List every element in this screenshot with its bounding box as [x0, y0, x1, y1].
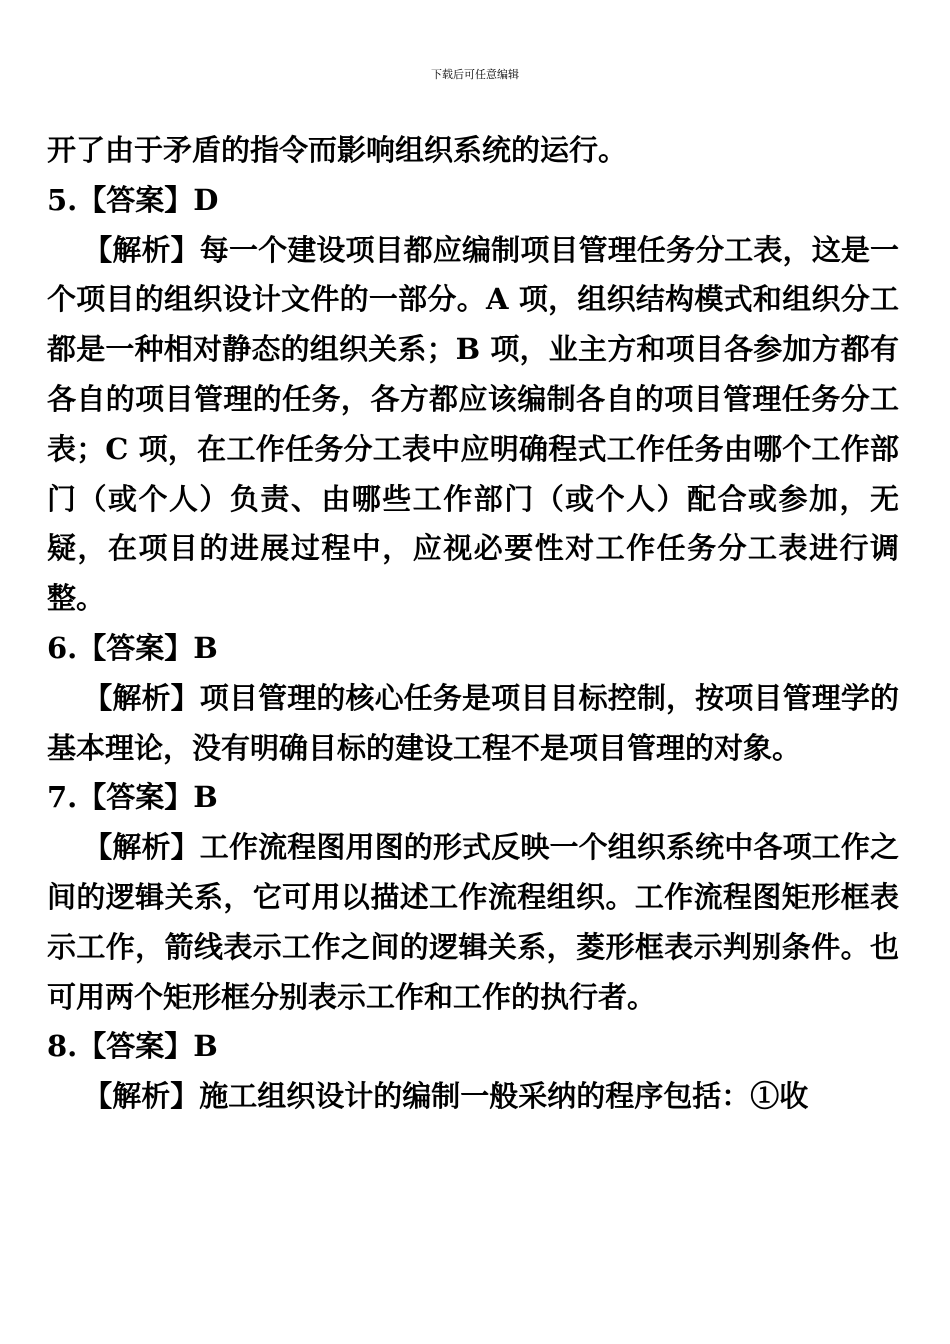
- paragraph-continuation: 开了由于矛盾的指令而影响组织系统的运行。: [47, 133, 628, 167]
- analysis-8: 【解析】施工组织设计的编制一般采纳的程序包括：①收: [83, 1079, 809, 1114]
- answer-8: 8.【答案】B: [47, 1029, 218, 1064]
- answer-6: 6.【答案】B: [47, 630, 218, 665]
- analysis-6: 【解析】项目管理的核心任务是项目目标控制，按项目管理学的基本理论，没有明确目标的建设工程不是项目管理的对象。: [47, 680, 899, 765]
- analysis-7: 【解析】工作流程图用图的形式反映一个组织系统中各项工作之间的逻辑关系，它可用以描述工作流程组织。工作流程图矩形框表示工作，箭线表示工作之间的逻辑关系，菱形框表示判别条件。也可用两个矩形框分别表示工作和工作的执行者。: [47, 830, 899, 1014]
- answer-7: 7.【答案】B: [47, 780, 218, 815]
- analysis-5: 【解析】每一个建设项目都应编制项目管理任务分工表，这是一个项目的组织设计文件的一部分。A 项，组织结构模式和组织分工都是一种相对静态的组织关系；B 项，业主方和项目各参加方都有各自的项目管理的任务，各方都应该编制各自的项目管理任务分工表；C 项，在工作任务分工表中应明确程式工作任务由哪个工作部门（或个人）负责、由哪些工作部门（或个人）配合或参加，无疑，在项目的进展过程中，应视必要性对工作任务分工表进行调整。: [47, 232, 899, 616]
- answer-5: 5.【答案】D: [47, 182, 219, 217]
- document-body: [47, 126, 899, 1122]
- page-header: 下载后可任意编辑: [431, 68, 519, 81]
